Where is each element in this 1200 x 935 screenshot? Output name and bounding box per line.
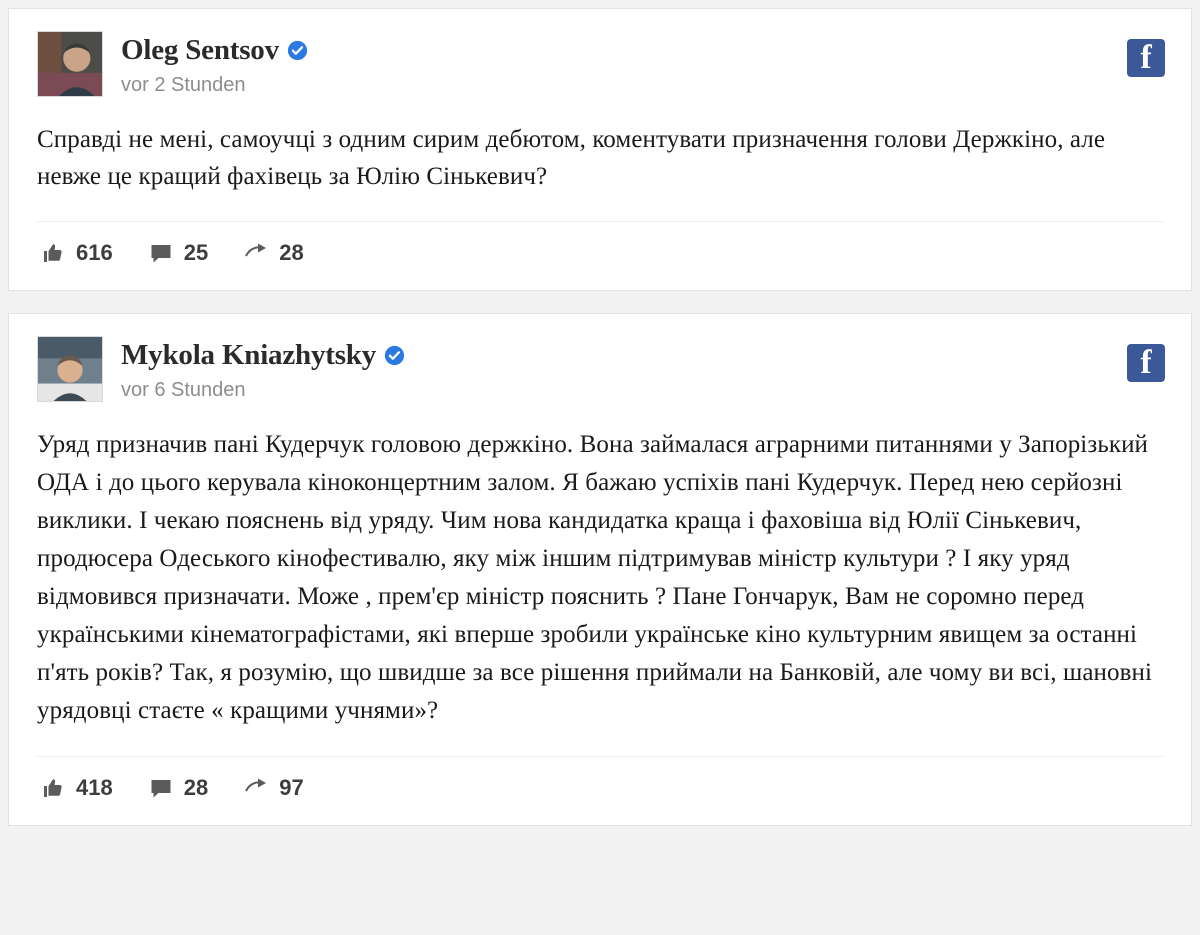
facebook-icon[interactable]: f <box>1127 39 1165 77</box>
share-stat[interactable] <box>244 775 303 801</box>
author-line <box>121 35 308 67</box>
post-card <box>8 313 1192 826</box>
share-stat[interactable] <box>244 240 303 266</box>
post-timestamp: vor 2 Stunden <box>121 73 246 96</box>
post-stats <box>37 757 1163 815</box>
author-block <box>121 31 308 97</box>
thumbs-up-icon <box>41 241 65 265</box>
like-count: 616 <box>76 240 113 265</box>
comment-icon <box>149 776 173 800</box>
share-count: 28 <box>279 240 304 265</box>
author-block <box>121 336 405 402</box>
like-stat[interactable] <box>41 240 113 266</box>
comment-count: 25 <box>183 240 209 265</box>
verified-badge-icon <box>384 345 405 366</box>
post-text: Уряд призначив пані Кудерчук головою держкіно. Вона займалася аграрними питаннями у Запорізький ОДА і до цього керувала кіноконцертним залом. Я бажаю успіхів пані Кудерчук. Перед нею серйозні виклики. І чекаю пояснень від уряду. Чим нова кандидатка краща і фаховіша від Юлії Сінькевич, продюсера Одеського кінофестивалю, яку між іншим підтримував міністр культури ? І яку уряд відмовився призначати. Може , прем'єр міністр пояснить ? Пане Гончарук, Вам не соромно перед українськими кінематографістами, які вперше зробили українське кіно культурним явищем за останні п'ять років? Так, я розумію, що швидше за все рішення приймали на Банковій, але чому ви всі, шановні урядовці стаєте « кращими учнями»? <box>37 431 1153 724</box>
share-icon <box>244 776 268 800</box>
like-stat[interactable] <box>41 775 113 801</box>
share-count: 97 <box>279 775 304 800</box>
share-icon <box>244 241 268 265</box>
avatar[interactable] <box>37 31 103 97</box>
comment-stat[interactable] <box>149 775 208 801</box>
like-count: 418 <box>76 775 113 800</box>
post-header <box>37 336 1163 402</box>
author-name[interactable]: Mykola Kniazhytsky <box>121 339 377 371</box>
post-timestamp: vor 6 Stunden <box>121 378 246 401</box>
post-header <box>37 31 1163 97</box>
avatar[interactable] <box>37 336 103 402</box>
author-name[interactable]: Oleg Sentsov <box>121 34 279 66</box>
post-text: Справді не мені, самоучці з одним сирим дебютом, коментувати призначення голови Держкіно, але невже це кращий фахівець за Юлію Сінькевич? <box>37 126 1106 190</box>
thumbs-up-icon <box>41 776 65 800</box>
post-stats <box>37 222 1163 280</box>
comment-stat[interactable] <box>149 240 208 266</box>
author-line <box>121 340 405 372</box>
comment-icon <box>149 241 173 265</box>
facebook-icon[interactable]: f <box>1127 344 1165 382</box>
verified-badge-icon <box>287 40 308 61</box>
comment-count: 28 <box>183 775 209 800</box>
post-card <box>8 8 1192 291</box>
